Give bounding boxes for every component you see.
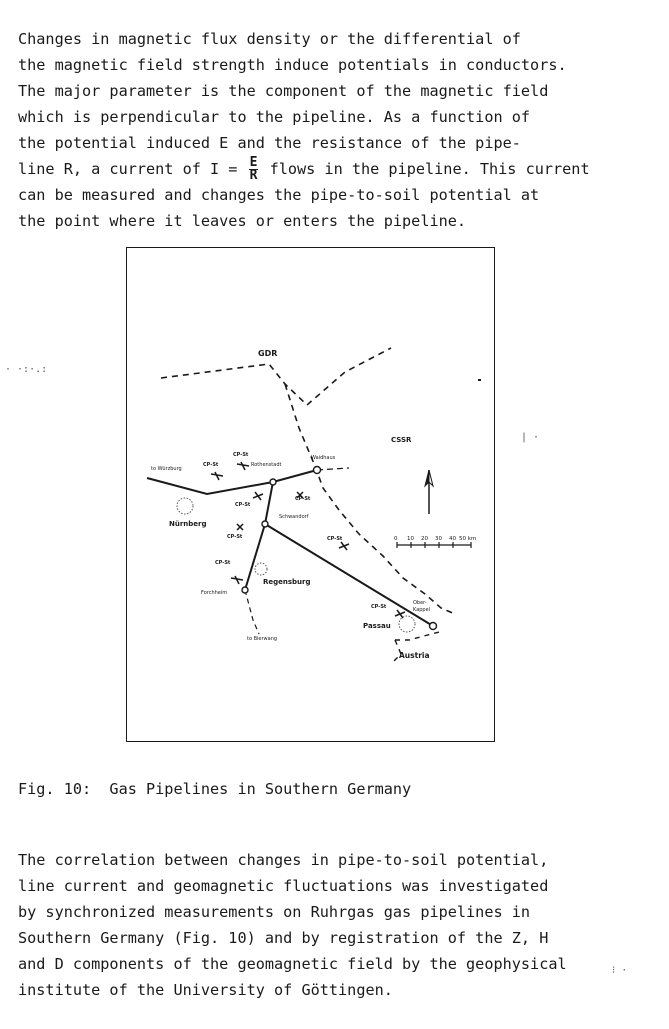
ober-kappel-marker xyxy=(430,623,437,630)
intro-line-3: The major parameter is the component of the magnetic field xyxy=(18,82,549,100)
label-gdr: GDR xyxy=(258,349,278,358)
austria-border xyxy=(395,632,439,640)
stray-mark xyxy=(478,379,481,381)
intro-line-6-pre: line R, a current of I = xyxy=(18,160,247,178)
station-label: CP-St xyxy=(227,534,243,540)
station-label: CP-St xyxy=(295,496,311,502)
scale-tick-20: 20 xyxy=(421,536,428,542)
station-marker xyxy=(211,472,223,480)
station-label: CP-St xyxy=(371,604,387,610)
pipeline-map xyxy=(127,248,494,741)
intro-line-6-post: flows in the pipeline. This current xyxy=(260,160,590,178)
label-forchheim: Forchheim xyxy=(201,590,228,596)
intro-line-5: the potential induced E and the resistance of the pipe- xyxy=(18,134,521,152)
label-to-bierwang: to Bierwang xyxy=(247,636,278,642)
pipeline-bierwang-branch xyxy=(245,590,259,634)
intro-line-1: Changes in magnetic flux density or the differential of xyxy=(18,30,521,48)
label-ober-kappel-2: Kappel xyxy=(413,607,431,613)
scale-tick-10: 10 xyxy=(407,536,414,542)
outro-line-2: line current and geomagnetic fluctuations was investigated xyxy=(18,877,549,895)
station-label: CP-St xyxy=(233,452,249,458)
station-label: CP-St xyxy=(235,502,251,508)
pipeline-west xyxy=(147,470,317,494)
outro-line-4: Southern Germany (Fig. 10) and by registration of the Z, H xyxy=(18,929,549,947)
scale-labels xyxy=(394,536,476,542)
intro-paragraph xyxy=(18,0,590,260)
outro-line-3: by synchronized measurements on Ruhrgas gas pipelines in xyxy=(18,903,531,921)
outro-line-1: The correlation between changes in pipe-to-soil potential, xyxy=(18,851,549,869)
north-arrow-icon xyxy=(425,470,433,514)
pipeline-waidhaus-extension xyxy=(317,468,349,470)
label-to-wurzburg: to Würzburg xyxy=(151,466,182,472)
label-cssr: CSSR xyxy=(391,436,412,444)
label-waidhaus: Waidhaus xyxy=(311,455,336,461)
station-marker xyxy=(237,524,243,530)
station-label: CP-St xyxy=(215,560,231,566)
intro-line-4: which is perpendicular to the pipeline. As a function of xyxy=(18,108,531,126)
station-marker xyxy=(231,576,243,584)
figure-caption: Fig. 10: Gas Pipelines in Southern Germany xyxy=(18,780,412,798)
regensburg-city-icon xyxy=(255,563,267,575)
intro-line-2: the magnetic field strength induce potentials in conductors. xyxy=(18,56,567,74)
station-marker xyxy=(253,492,263,500)
label-passau: Passau xyxy=(363,622,391,630)
intro-line-7: can be measured and changes the pipe-to-soil potential at xyxy=(18,186,540,204)
schwandorf-marker xyxy=(262,521,268,527)
label-austria: Austria xyxy=(399,651,430,660)
scale-tick-0: 0 xyxy=(394,536,398,542)
passau-city-icon xyxy=(399,616,415,632)
scale-tick-end: 50 km xyxy=(459,536,477,542)
nurnberg-city-icon xyxy=(177,498,193,514)
scan-speck: | · xyxy=(521,432,540,443)
intro-line-8: the point where it leaves or enters the pipeline. xyxy=(18,212,467,230)
outro-line-5: and D components of the geomagnetic field by the geophysical xyxy=(18,955,567,973)
outro-paragraph xyxy=(18,821,567,1029)
label-regensburg: Regensburg xyxy=(263,578,311,586)
station-markers xyxy=(211,462,405,618)
station-marker xyxy=(339,542,349,550)
label-rothenstadt: Rothenstadt xyxy=(251,462,282,468)
fraction-denominator: R xyxy=(249,168,258,183)
scan-speck: · ·:·.: xyxy=(5,364,48,375)
pipeline-map-figure xyxy=(126,247,495,742)
fraction-numerator: E xyxy=(249,155,258,170)
station-marker xyxy=(237,462,249,470)
fraction-e-over-r xyxy=(249,157,259,182)
scale-bar xyxy=(397,542,471,548)
label-nurnberg: Nürnberg xyxy=(169,520,207,528)
waidhaus-marker xyxy=(314,467,321,474)
label-schwandorf: Schwandorf xyxy=(279,514,309,520)
forchheim-marker xyxy=(242,587,248,593)
outro-line-6: institute of the University of Göttingen. xyxy=(18,981,393,999)
scale-tick-30: 30 xyxy=(435,536,442,542)
rothenstadt-marker xyxy=(270,479,276,485)
scan-speck: ⁝ · xyxy=(612,965,628,976)
station-label: CP-St xyxy=(203,462,219,468)
scale-tick-40: 40 xyxy=(449,536,456,542)
station-label: CP-St xyxy=(327,536,343,542)
intro-line-6 xyxy=(18,156,590,182)
label-ober-kappel-1: Ober- xyxy=(413,600,427,606)
